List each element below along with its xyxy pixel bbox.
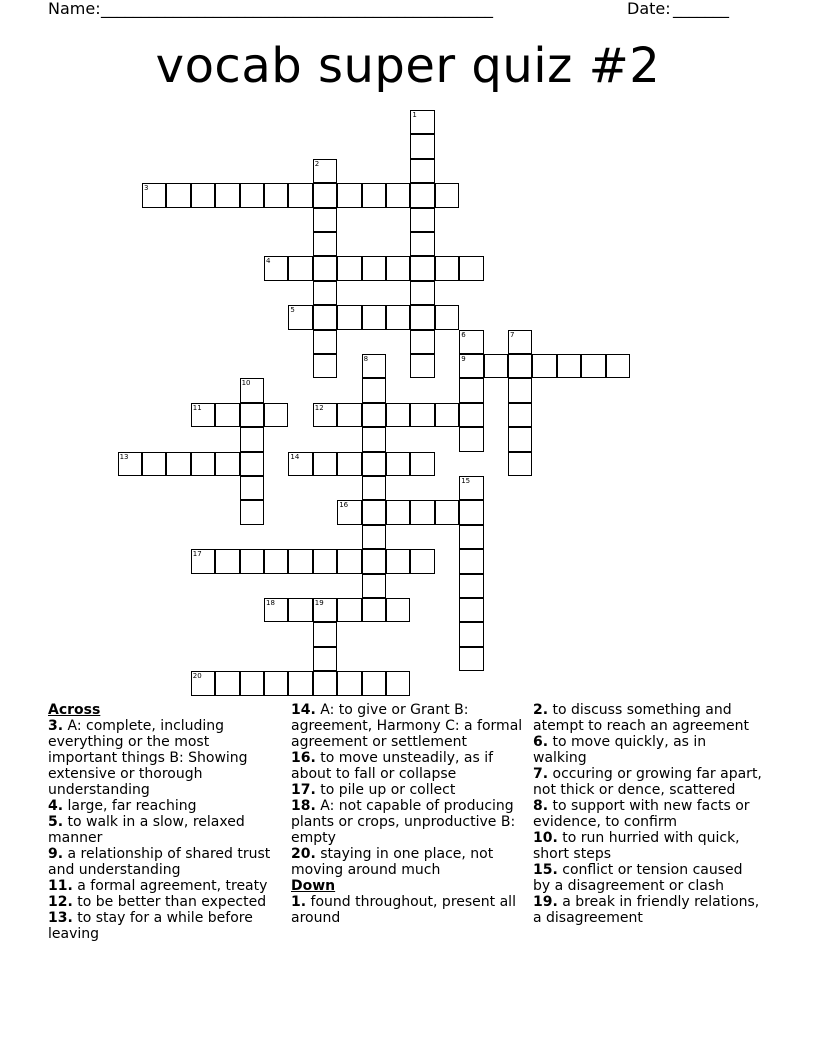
down-clue xyxy=(533,734,763,766)
clue-number-label: 11. xyxy=(48,878,73,894)
grid-cell[interactable] xyxy=(459,500,483,524)
grid-cell[interactable] xyxy=(362,598,386,622)
grid-cell[interactable] xyxy=(410,500,434,524)
grid-cell[interactable] xyxy=(288,256,312,280)
grid-cell[interactable] xyxy=(313,598,337,622)
grid-cell[interactable] xyxy=(313,549,337,573)
grid-cell[interactable] xyxy=(435,305,459,329)
grid-cell[interactable] xyxy=(313,671,337,695)
clue-number: 6 xyxy=(461,330,466,339)
grid-cell[interactable] xyxy=(508,354,532,378)
grid-cell[interactable] xyxy=(313,330,337,354)
grid-cell[interactable] xyxy=(410,281,434,305)
clue-number-label: 1. xyxy=(291,894,307,910)
grid-cell[interactable] xyxy=(215,549,239,573)
grid-cell[interactable] xyxy=(166,183,190,207)
clue-text: to move quickly, as in walking xyxy=(533,734,707,766)
grid-cell[interactable] xyxy=(410,232,434,256)
clue-number-label: 13. xyxy=(48,910,73,926)
grid-cell[interactable] xyxy=(240,671,264,695)
grid-cell[interactable] xyxy=(362,452,386,476)
grid-cell[interactable] xyxy=(508,378,532,402)
grid-cell[interactable] xyxy=(459,476,483,500)
grid-cell[interactable] xyxy=(240,403,264,427)
clue-number-label: 18. xyxy=(291,798,316,814)
grid-cell[interactable] xyxy=(264,671,288,695)
grid-cell[interactable] xyxy=(215,671,239,695)
grid-cell[interactable] xyxy=(240,183,264,207)
down-clue-list xyxy=(291,894,523,926)
grid-cell[interactable] xyxy=(508,330,532,354)
down-clue xyxy=(533,766,763,798)
grid-cell[interactable] xyxy=(166,452,190,476)
grid-cell[interactable] xyxy=(240,549,264,573)
grid-cell[interactable] xyxy=(264,549,288,573)
clue-number: 19 xyxy=(314,599,324,607)
clue-text: found throughout, present all around xyxy=(291,894,516,926)
grid-cell[interactable] xyxy=(362,427,386,451)
across-clue xyxy=(48,894,276,910)
clue-number-label: 4. xyxy=(48,798,64,814)
grid-cell[interactable] xyxy=(459,256,483,280)
grid-cell[interactable] xyxy=(288,183,312,207)
clue-text: A: complete, including everything or the most important things B: Showing extensive or thorough understanding xyxy=(48,718,248,798)
clue-number: 9 xyxy=(461,355,466,363)
grid-cell[interactable] xyxy=(508,403,532,427)
across-clue xyxy=(48,878,276,894)
grid-cell[interactable] xyxy=(386,183,410,207)
grid-cell[interactable] xyxy=(362,256,386,280)
grid-cell[interactable] xyxy=(386,305,410,329)
clue-number: 3 xyxy=(144,184,149,193)
across-clue xyxy=(48,718,276,798)
grid-cell[interactable] xyxy=(484,354,508,378)
clue-text: large, far reaching xyxy=(63,798,197,814)
grid-cell[interactable] xyxy=(410,159,434,183)
across-clue xyxy=(291,798,523,846)
grid-cell[interactable] xyxy=(142,183,166,207)
grid-cell[interactable] xyxy=(191,671,215,695)
grid-cell[interactable] xyxy=(435,183,459,207)
grid-cell[interactable] xyxy=(459,525,483,549)
clue-text: a formal agreement, treaty xyxy=(72,878,268,894)
clue-number: 4 xyxy=(266,257,271,266)
grid-cell[interactable] xyxy=(191,183,215,207)
across-heading: Across xyxy=(48,702,101,718)
grid-cell[interactable] xyxy=(386,598,410,622)
grid-cell[interactable] xyxy=(410,110,434,134)
across-clue xyxy=(48,846,276,878)
clue-text: to walk in a slow, relaxed manner xyxy=(48,814,245,846)
clue-number-label: 6. xyxy=(533,734,549,750)
grid-cell[interactable] xyxy=(362,183,386,207)
clue-text: conflict or tension caused by a disagreement or clash xyxy=(533,862,743,894)
grid-cell[interactable] xyxy=(313,647,337,671)
clue-number-label: 16. xyxy=(291,750,316,766)
grid-cell[interactable] xyxy=(362,500,386,524)
clue-number: 7 xyxy=(510,330,515,339)
grid-cell[interactable] xyxy=(532,354,556,378)
grid-cell[interactable] xyxy=(362,305,386,329)
clue-number: 10 xyxy=(241,379,251,388)
clues-column-2 xyxy=(291,702,523,926)
grid-cell[interactable] xyxy=(215,452,239,476)
grid-cell[interactable] xyxy=(264,183,288,207)
clue-text: occuring or growing far apart, not thick or dence, scattered xyxy=(533,766,762,798)
across-clue xyxy=(48,798,276,814)
grid-cell[interactable] xyxy=(386,549,410,573)
grid-cell[interactable] xyxy=(337,452,361,476)
grid-cell[interactable] xyxy=(264,256,288,280)
down-clue xyxy=(533,798,763,830)
clue-text: a break in friendly relations, a disagreement xyxy=(533,894,760,926)
grid-cell[interactable] xyxy=(459,647,483,671)
grid-cell[interactable] xyxy=(410,208,434,232)
clue-number-label: 5. xyxy=(48,814,64,830)
grid-cell[interactable] xyxy=(386,671,410,695)
grid-cell[interactable] xyxy=(459,427,483,451)
grid-cell[interactable] xyxy=(264,598,288,622)
grid-cell[interactable] xyxy=(362,574,386,598)
clue-text: to stay for a while before leaving xyxy=(48,910,253,942)
clue-number-label: 14. xyxy=(291,702,316,718)
grid-cell[interactable] xyxy=(337,403,361,427)
down-heading: Down xyxy=(291,878,336,894)
grid-cell[interactable] xyxy=(606,354,630,378)
clue-number: 2 xyxy=(314,159,320,168)
clue-number-label: 3. xyxy=(48,718,64,734)
grid-cell[interactable] xyxy=(459,598,483,622)
clue-number-label: 20. xyxy=(291,846,316,862)
grid-cell[interactable] xyxy=(508,427,532,451)
grid-cell[interactable] xyxy=(337,305,361,329)
clue-number: 20 xyxy=(192,672,202,681)
across-clue-list-continued xyxy=(291,702,523,878)
grid-cell[interactable] xyxy=(240,500,264,524)
grid-cell[interactable] xyxy=(313,354,337,378)
clue-text: A: not capable of producing plants or crops, unproductive B: empty xyxy=(291,798,516,846)
grid-cell[interactable] xyxy=(362,671,386,695)
grid-cell[interactable] xyxy=(288,549,312,573)
down-clue xyxy=(533,894,763,926)
clue-number-label: 15. xyxy=(533,862,558,878)
across-clue xyxy=(291,750,523,782)
clue-text: a relationship of shared trust and understanding xyxy=(48,846,271,878)
clue-text: to run hurried with quick, short steps xyxy=(533,830,740,862)
grid-cell[interactable] xyxy=(410,452,434,476)
grid-cell[interactable] xyxy=(337,183,361,207)
clue-text: to move unsteadily, as if about to fall or collapse xyxy=(291,750,494,782)
grid-cell[interactable] xyxy=(410,134,434,158)
grid-cell[interactable] xyxy=(191,452,215,476)
grid-cell[interactable] xyxy=(435,403,459,427)
grid-cell[interactable] xyxy=(215,403,239,427)
down-clue xyxy=(291,894,523,926)
grid-cell[interactable] xyxy=(459,403,483,427)
grid-cell[interactable] xyxy=(337,598,361,622)
clue-number: 17 xyxy=(192,550,202,559)
clue-number-label: 7. xyxy=(533,766,549,782)
grid-cell[interactable] xyxy=(362,525,386,549)
grid-cell[interactable] xyxy=(459,574,483,598)
grid-cell[interactable] xyxy=(386,256,410,280)
grid-cell[interactable] xyxy=(410,354,434,378)
clue-number: 12 xyxy=(314,403,324,412)
clue-text: A: to give or Grant B: agreement, Harmony C: a formal agreement or settlement xyxy=(291,702,523,750)
grid-cell[interactable] xyxy=(557,354,581,378)
grid-cell[interactable] xyxy=(362,378,386,402)
down-clue xyxy=(533,830,763,862)
grid-cell[interactable] xyxy=(240,378,264,402)
grid-cell[interactable] xyxy=(240,427,264,451)
grid-cell[interactable] xyxy=(240,452,264,476)
grid-cell[interactable] xyxy=(581,354,605,378)
clue-number-label: 17. xyxy=(291,782,316,798)
grid-cell[interactable] xyxy=(288,452,312,476)
clue-number: 13 xyxy=(119,452,129,461)
grid-cell[interactable] xyxy=(337,549,361,573)
grid-cell[interactable] xyxy=(435,256,459,280)
clue-text: to pile up or collect xyxy=(315,782,456,798)
grid-cell[interactable] xyxy=(264,403,288,427)
grid-cell[interactable] xyxy=(240,476,264,500)
clue-number: 14 xyxy=(290,452,300,461)
grid-cell[interactable] xyxy=(362,403,386,427)
grid-cell[interactable] xyxy=(459,330,483,354)
name-label: Name: xyxy=(48,0,101,18)
grid-cell[interactable] xyxy=(142,452,166,476)
date-field-line[interactable]: _______ xyxy=(673,0,729,18)
across-clue-list xyxy=(48,718,276,942)
grid-cell[interactable] xyxy=(337,256,361,280)
across-clue xyxy=(291,702,523,750)
grid-cell[interactable] xyxy=(362,476,386,500)
clues-column-3 xyxy=(533,702,763,926)
clue-number-label: 12. xyxy=(48,894,73,910)
date-label: Date: xyxy=(627,0,671,18)
down-clue xyxy=(533,702,763,734)
across-clue xyxy=(291,782,523,798)
grid-cell[interactable] xyxy=(410,330,434,354)
grid-cell[interactable] xyxy=(313,452,337,476)
grid-cell[interactable] xyxy=(191,549,215,573)
grid-cell[interactable] xyxy=(459,378,483,402)
clue-text: staying in one place, not moving around much xyxy=(291,846,494,878)
across-clue xyxy=(48,910,276,942)
clue-number: 8 xyxy=(363,355,369,363)
grid-cell[interactable] xyxy=(410,305,434,329)
grid-cell[interactable] xyxy=(508,452,532,476)
grid-cell[interactable] xyxy=(362,354,386,378)
grid-cell[interactable] xyxy=(410,549,434,573)
clue-text: to be better than expected xyxy=(72,894,267,910)
grid-cell[interactable] xyxy=(313,403,337,427)
down-clue-list-continued xyxy=(533,702,763,926)
grid-cell[interactable] xyxy=(410,183,434,207)
grid-cell[interactable] xyxy=(386,403,410,427)
grid-cell[interactable] xyxy=(337,671,361,695)
grid-cell[interactable] xyxy=(313,183,337,207)
grid-cell[interactable] xyxy=(313,232,337,256)
clue-text: to discuss something and atempt to reach an agreement xyxy=(533,702,749,734)
grid-cell[interactable] xyxy=(313,208,337,232)
grid-cell[interactable] xyxy=(337,500,361,524)
clue-number: 16 xyxy=(339,501,349,510)
grid-cell[interactable] xyxy=(459,354,483,378)
down-clue xyxy=(533,862,763,894)
clue-number: 1 xyxy=(412,111,417,119)
grid-cell[interactable] xyxy=(410,403,434,427)
clue-number-label: 8. xyxy=(533,798,549,814)
grid-cell[interactable] xyxy=(386,500,410,524)
across-clue xyxy=(291,846,523,878)
clue-number-label: 2. xyxy=(533,702,549,718)
clue-number: 15 xyxy=(461,477,471,485)
grid-cell[interactable] xyxy=(288,305,312,329)
clue-number: 5 xyxy=(290,306,295,315)
grid-cell[interactable] xyxy=(191,403,215,427)
page-title: vocab super quiz #2 xyxy=(155,38,661,94)
grid-cell[interactable] xyxy=(313,305,337,329)
grid-cell[interactable] xyxy=(459,549,483,573)
clue-number: 18 xyxy=(266,599,275,607)
clue-text: to support with new facts or evidence, to confirm xyxy=(533,798,750,830)
grid-cell[interactable] xyxy=(288,671,312,695)
grid-cell[interactable] xyxy=(215,183,239,207)
name-field-line[interactable]: _________________________________________________ xyxy=(101,0,493,18)
across-clue xyxy=(48,814,276,846)
clue-number-label: 10. xyxy=(533,830,558,846)
grid-cell[interactable] xyxy=(459,622,483,646)
grid-cell[interactable] xyxy=(313,281,337,305)
clue-number-label: 9. xyxy=(48,846,64,862)
grid-cell[interactable] xyxy=(410,256,434,280)
grid-cell[interactable] xyxy=(313,159,337,183)
grid-cell[interactable] xyxy=(118,452,142,476)
grid-cell[interactable] xyxy=(288,598,312,622)
grid-cell[interactable] xyxy=(313,256,337,280)
grid-cell[interactable] xyxy=(313,622,337,646)
grid-cell[interactable] xyxy=(362,549,386,573)
grid-cell[interactable] xyxy=(435,500,459,524)
clues-column-1 xyxy=(48,702,276,942)
clue-number: 11 xyxy=(192,403,202,412)
clue-number-label: 19. xyxy=(533,894,558,910)
grid-cell[interactable] xyxy=(386,452,410,476)
